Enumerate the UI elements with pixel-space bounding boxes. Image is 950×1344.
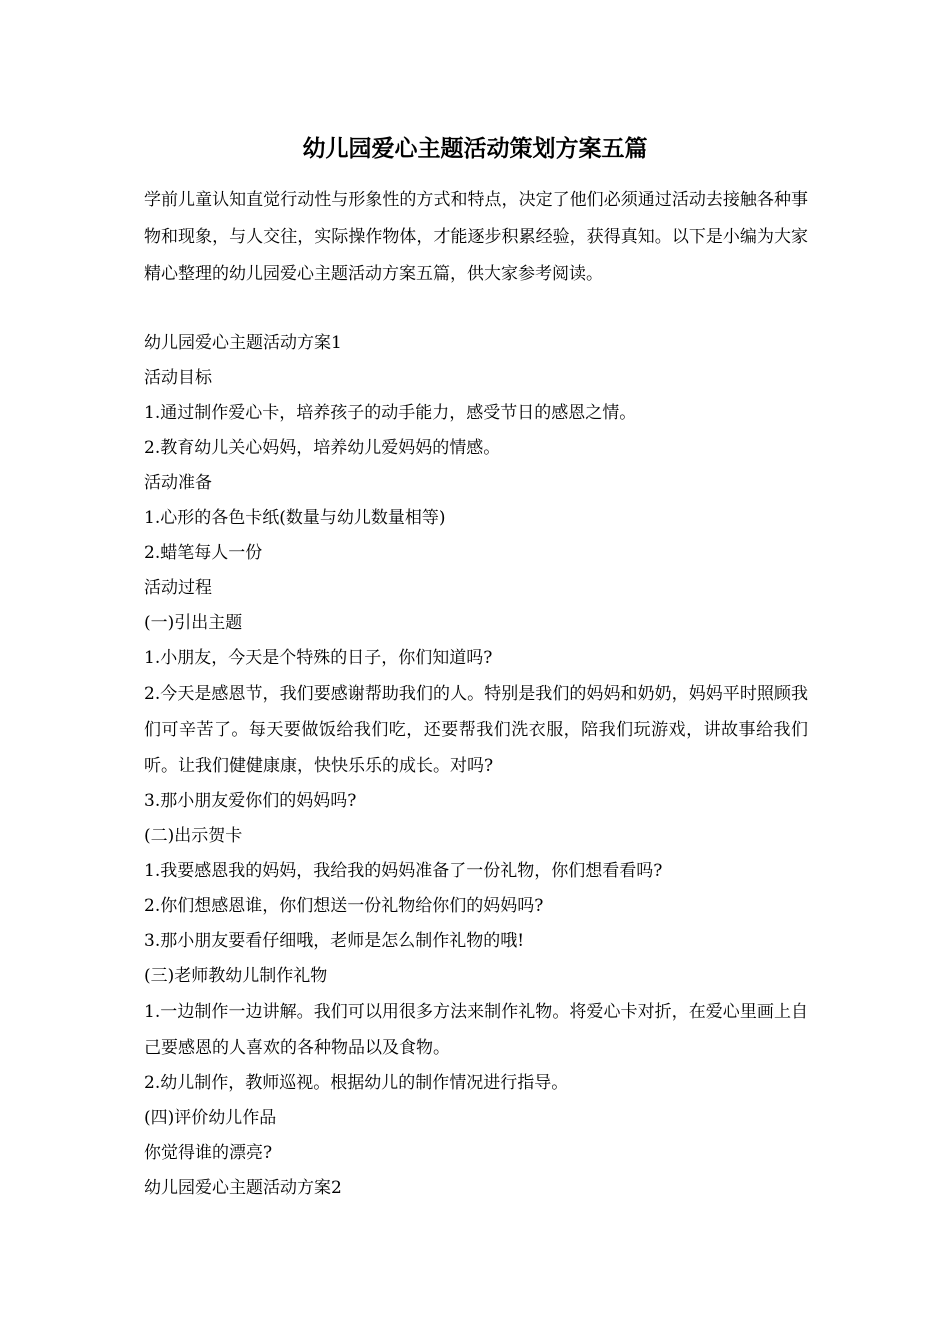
prep-item-1: 1.心形的各色卡纸(数量与幼儿数量相等) [144, 508, 446, 528]
step1-item-1: 1.小朋友，今天是个特殊的日子，你们知道吗? [144, 648, 493, 668]
step2-item-2: 2.你们想感恩谁，你们想送一份礼物给你们的妈妈吗? [144, 896, 544, 916]
intro-paragraph: 学前儿童认知直觉行动性与形象性的方式和特点，决定了他们必须通过活动去接触各种事物和现象，与人交往，实际操作物体，才能逐步积累经验，获得真知。以下是小编为大家精心整理的幼儿园爱心主题活动方案五篇，供大家参考阅读。 [144, 190, 808, 284]
step3-heading: (三)老师教幼儿制作礼物 [144, 966, 328, 986]
step1-item-2: 2.今天是感恩节，我们要感谢帮助我们的人。特别是我们的妈妈和奶奶，妈妈平时照顾我们可辛苦了。每天要做饭给我们吃，还要帮我们洗衣服，陪我们玩游戏，讲故事给我们听。让我们健健康康，快快乐乐的成长。对吗? [144, 684, 808, 776]
step2-heading: (二)出示贺卡 [144, 826, 243, 846]
plan2-heading: 幼儿园爱心主题活动方案2 [144, 1178, 342, 1198]
step2-item-3: 3.那小朋友要看仔细哦，老师是怎么制作礼物的哦! [144, 931, 525, 951]
step2-item-1: 1.我要感恩我的妈妈，我给我的妈妈准备了一份礼物，你们想看看吗? [144, 861, 663, 881]
plan1-heading: 幼儿园爱心主题活动方案1 [144, 333, 342, 353]
step4-heading: (四)评价幼儿作品 [144, 1108, 277, 1128]
prep-item-2: 2.蜡笔每人一份 [144, 543, 263, 563]
prep-heading: 活动准备 [144, 473, 212, 493]
step3-item-2: 2.幼儿制作，教师巡视。根据幼儿的制作情况进行指导。 [144, 1073, 569, 1093]
step3-item-1: 1.一边制作一边讲解。我们可以用很多方法来制作礼物。将爱心卡对折，在爱心里画上自己要感恩的人喜欢的各种物品以及食物。 [144, 1002, 808, 1058]
document-title: 幼儿园爱心主题活动策划方案五篇 [302, 135, 648, 162]
goal-item-1: 1.通过制作爱心卡，培养孩子的动手能力，感受节日的感恩之情。 [144, 403, 637, 423]
step4-item-1: 你觉得谁的漂亮? [144, 1143, 273, 1163]
step1-item-3: 3.那小朋友爱你们的妈妈吗? [144, 791, 357, 811]
step1-heading: (一)引出主题 [144, 613, 243, 633]
process-heading: 活动过程 [144, 578, 212, 598]
goal-heading: 活动目标 [144, 368, 212, 388]
document-body [144, 326, 808, 1206]
goal-item-2: 2.教育幼儿关心妈妈，培养幼儿爱妈妈的情感。 [144, 438, 501, 458]
